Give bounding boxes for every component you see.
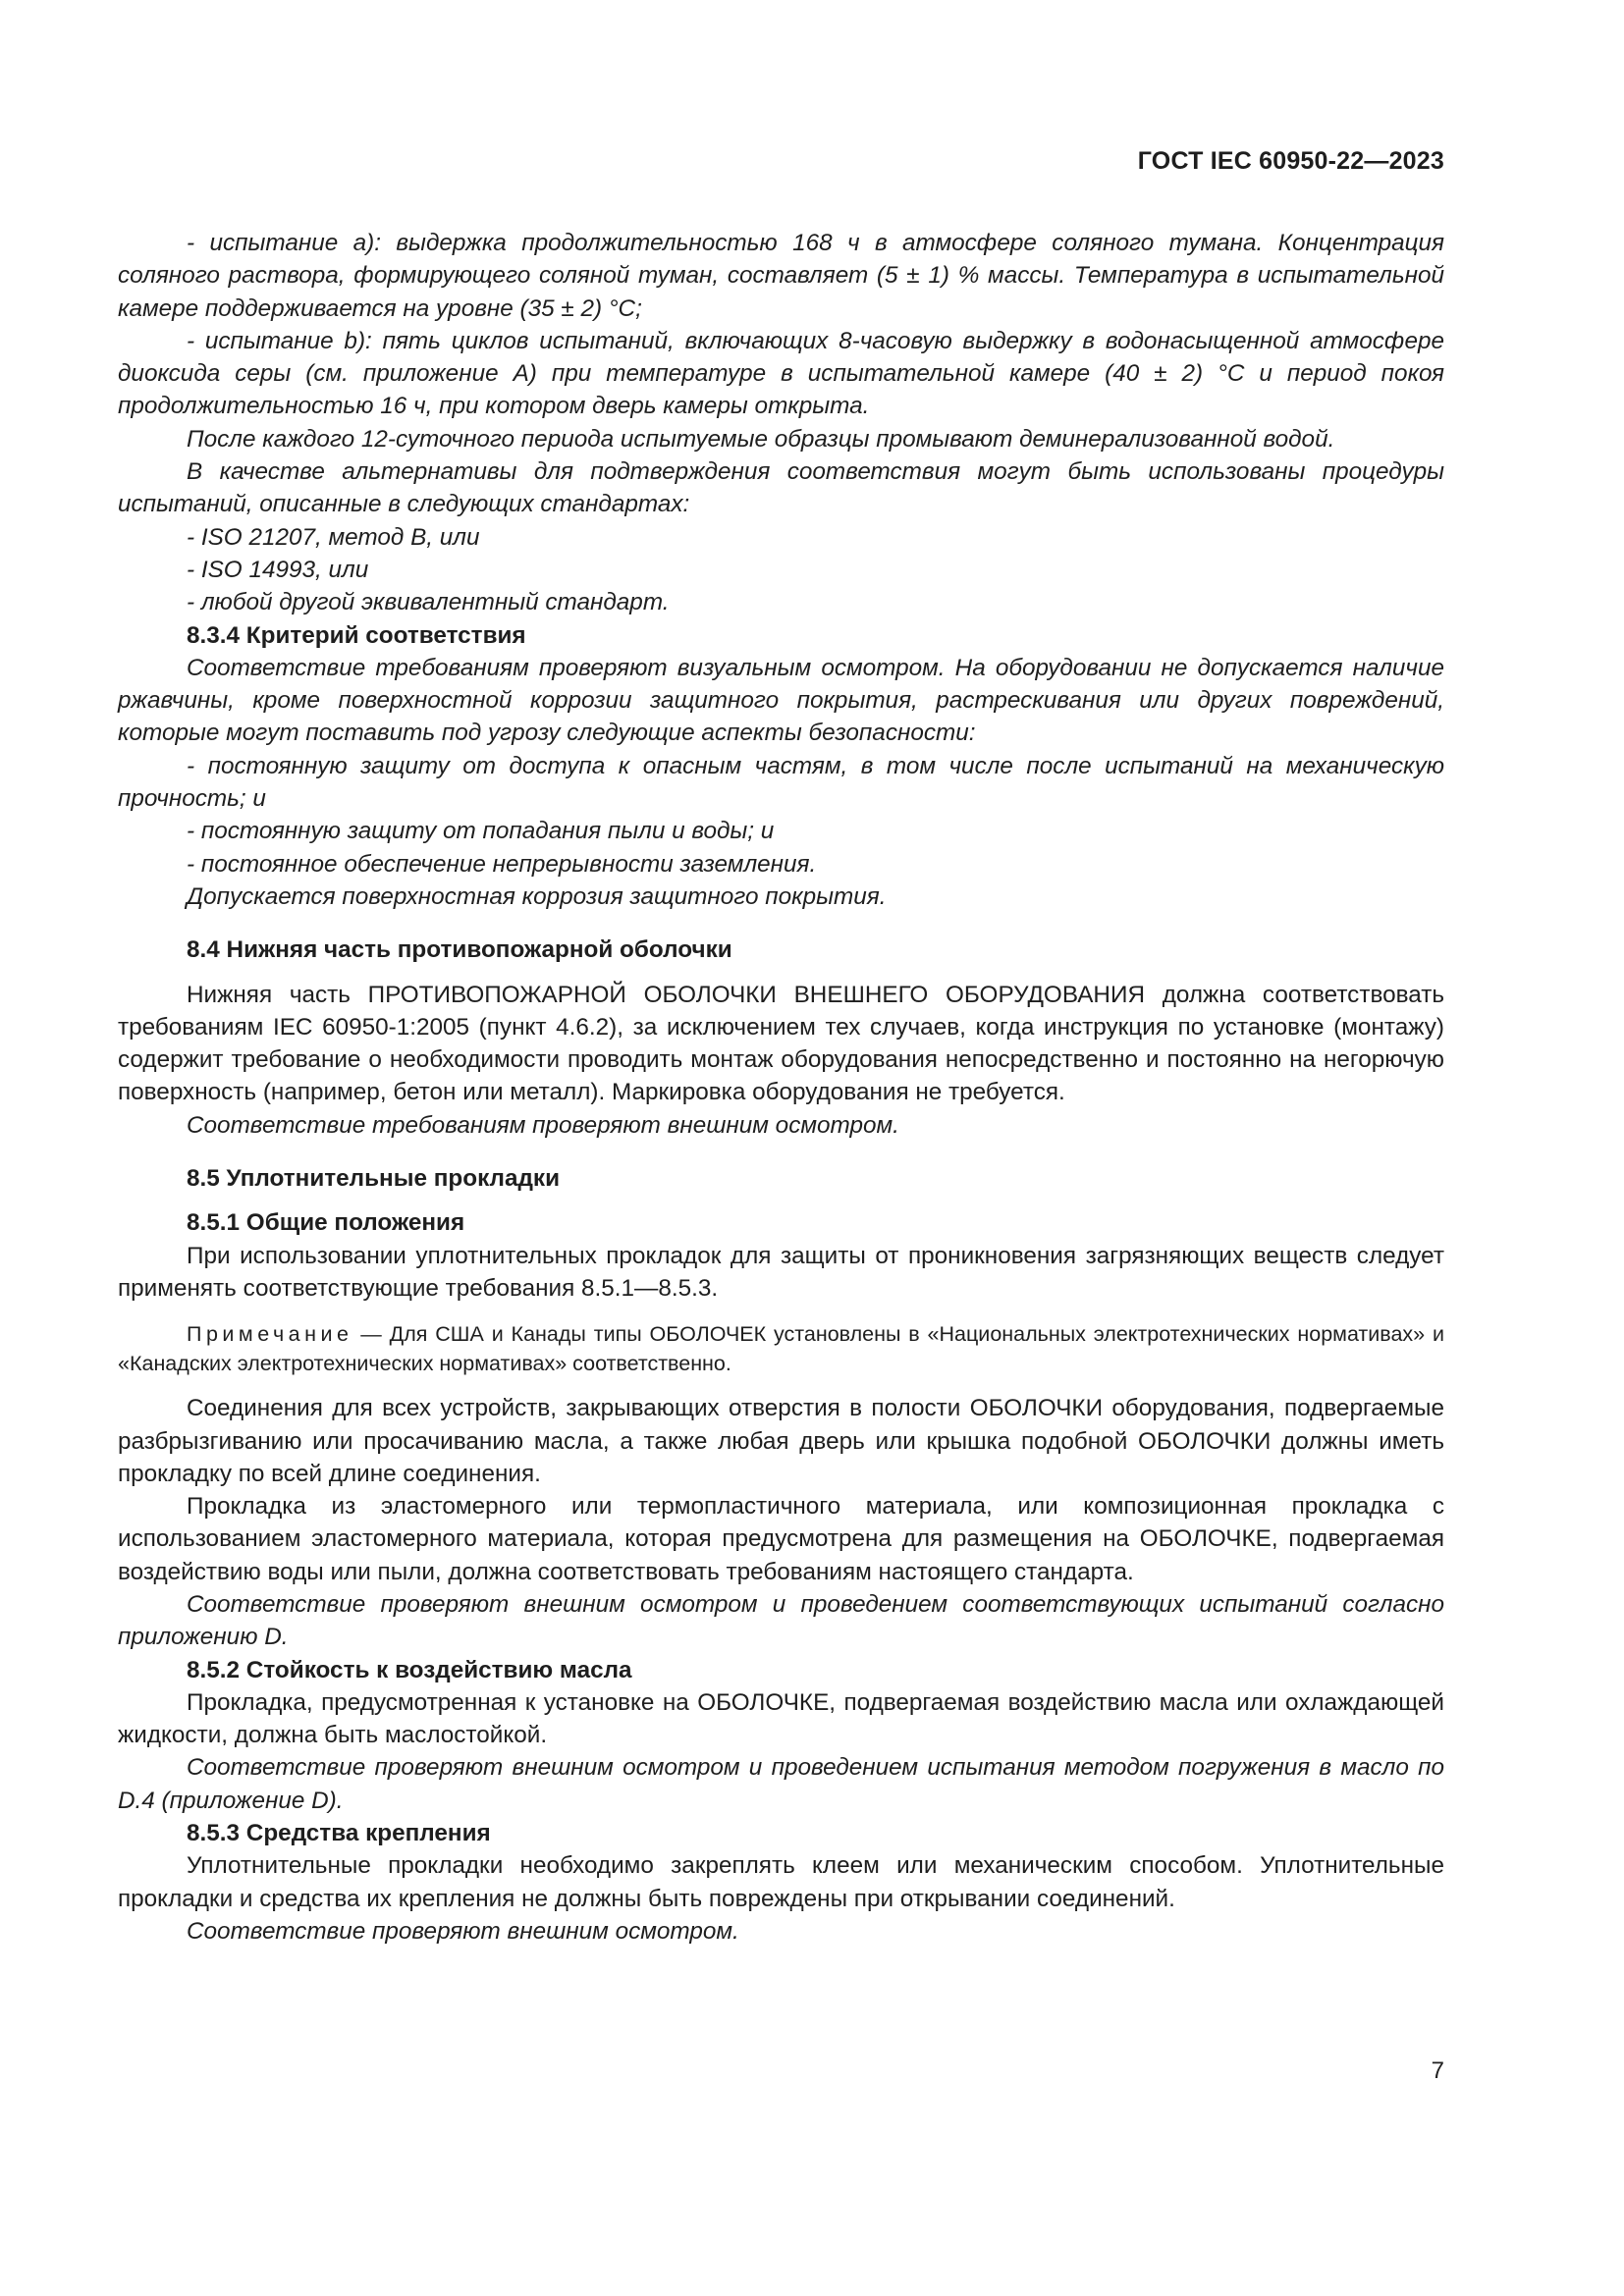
compliance-8-5-3-paragraph: Соответствие проверяют внешним осмотром.	[187, 1917, 739, 1945]
compliance-8-5-1-paragraph: Соответствие проверяют внешним осмотром и проведением соответствующих испытаний согласно приложению D.	[118, 1590, 1444, 1651]
list-item-protection-dust-water: - постоянную защиту от попадания пыли и воды; и	[187, 818, 775, 845]
list-item-equivalent-standard: - любой другой эквивалентный стандарт.	[187, 589, 670, 616]
compliance-8-5-2-paragraph: Соответствие проверяют внешним осмотром и проведением испытания методом погружения в масло по D.4 (приложение D).	[118, 1754, 1444, 1814]
compliance-8-4-paragraph: Соответствие требованиям проверяют внешним осмотром.	[187, 1111, 899, 1139]
list-item-protection-hazardous-parts: - постоянную защиту от доступа к опасным частям, в том числе после испытаний на механическую прочность; и	[118, 752, 1444, 813]
alternative-paragraph: В качестве альтернативы для подтверждения соответствия могут быть использованы процедуры испытаний, описанные в следующих стандартах:	[118, 458, 1444, 518]
list-item-iso-21207: - ISO 21207, метод В, или	[187, 523, 480, 551]
gaskets-general-paragraph: При использовании уплотнительных прокладок для защиты от проникновения загрязняющих веществ следует применять соответствующие требования 8.5.1—8.5.3.	[118, 1242, 1444, 1302]
fastening-paragraph: Уплотнительные прокладки необходимо закреплять клеем или механическим способом. Уплотнительные прокладки и средства их крепления не должны быть повреждены при открывании соединений.	[118, 1852, 1444, 1912]
heading-8-5: 8.5 Уплотнительные прокладки	[187, 1165, 561, 1193]
gasket-material-paragraph: Прокладка из эластомерного или термопластичного материала, или композиционная прокладка с использованием эластомерного материала, которая предусмотрена для размещения на ОБОЛОЧКЕ, подвергаемая воздействию воды или пыли, должна соответствовать требованиям настоящего стандарта.	[118, 1493, 1444, 1585]
criterion-paragraph: Соответствие требованиям проверяют визуальным осмотром. На оборудовании не допускается наличие ржавчины, кроме поверхностной коррозии защитного покрытия, растрескивания или других повреждений, которые могут поставить под угрозу следующие аспекты безопасности:	[118, 654, 1444, 747]
note	[118, 1319, 1444, 1378]
note-text: — Для США и Канады типы ОБОЛОЧЕК установлены в «Национальных электротехнических нормативах» и «Канадских электротехнических нормативах» соответственно.	[118, 1322, 1444, 1376]
heading-8-4: 8.4 Нижняя часть противопожарной оболочки	[187, 936, 732, 964]
document-id-header: ГОСТ IEC 60950-22—2023	[1137, 147, 1444, 175]
oil-resistance-paragraph: Прокладка, предусмотренная к установке на ОБОЛОЧКЕ, подвергаемая воздействию масла или охлаждающей жидкости, должна быть маслостойкой.	[118, 1688, 1444, 1749]
test-b-paragraph: - испытание b): пять циклов испытаний, включающих 8-часовую выдержку в водонасыщенной атмосфере диоксида серы (см. приложение А) при температуре в испытательной камере (40 ± 2) °С и период покоя продолжительностью 16 ч, при котором дверь камеры открыта.	[118, 327, 1444, 420]
note-label: Примечание	[187, 1322, 353, 1347]
page-content	[118, 227, 1444, 1948]
heading-8-5-3: 8.5.3 Средства крепления	[187, 1820, 491, 1847]
list-item-iso-14993: - ISO 14993, или	[187, 556, 369, 583]
list-item-earthing-continuity: - постоянное обеспечение непрерывности заземления.	[187, 850, 817, 878]
joints-paragraph: Соединения для всех устройств, закрывающих отверстия в полости ОБОЛОЧКИ оборудования, подвергаемые разбрызгиванию или просачиванию масла, а также любая дверь или крышка подобной ОБОЛОЧКИ должны иметь прокладку по всей длине соединения.	[118, 1395, 1444, 1487]
rinse-paragraph: После каждого 12-суточного периода испытуемые образцы промывают деминерализованной водой.	[187, 425, 1335, 453]
page-number: 7	[1431, 2057, 1444, 2084]
heading-8-5-1: 8.5.1 Общие положения	[187, 1209, 465, 1237]
fire-enclosure-paragraph: Нижняя часть ПРОТИВОПОЖАРНОЙ ОБОЛОЧКИ ВНЕШНЕГО ОБОРУДОВАНИЯ должна соответствовать требованиям IEC 60950-1:2005 (пункт 4.6.2), за исключением тех случаев, когда инструкция по установке (монтажу) содержит требование о необходимости проводить монтаж оборудования непосредственно и постоянно на негорючую поверхность (например, бетон или металл). Маркировка оборудования не требуется.	[118, 981, 1444, 1106]
heading-8-3-4: 8.3.4 Критерий соответствия	[187, 621, 526, 649]
heading-8-5-2: 8.5.2 Стойкость к воздействию масла	[187, 1656, 632, 1683]
test-a-paragraph: - испытание а): выдержка продолжительностью 168 ч в атмосфере соляного тумана. Концентрация соляного раствора, формирующего соляной туман, составляет (5 ± 1) % массы. Температура в испытательной камере поддерживается на уровне (35 ± 2) °С;	[118, 230, 1444, 322]
surface-corrosion-paragraph: Допускается поверхностная коррозия защитного покрытия.	[187, 882, 887, 910]
